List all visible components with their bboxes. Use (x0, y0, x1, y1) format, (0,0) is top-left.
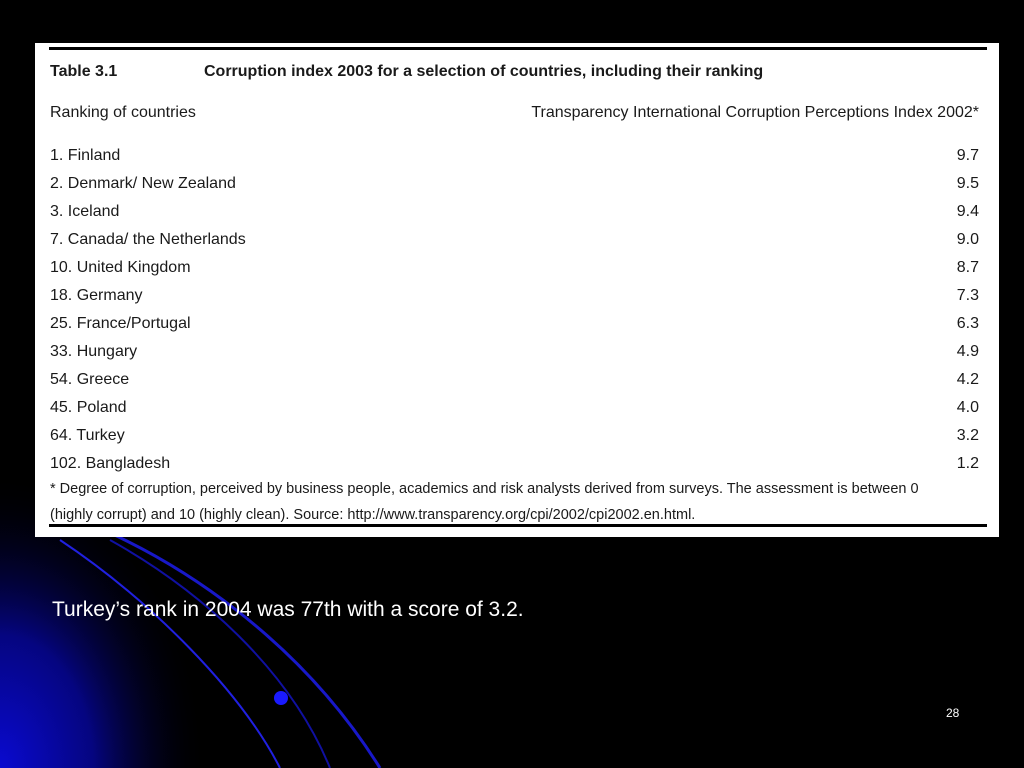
table-row-score: 8.7 (956, 259, 979, 276)
table-row-score: 6.3 (956, 315, 979, 332)
table-row-rank: 45. Poland (50, 399, 127, 416)
table-row-score: 9.4 (956, 203, 979, 220)
table-row-rank: 64. Turkey (50, 427, 125, 444)
table-row-score: 9.5 (956, 175, 979, 192)
table-row-rank: 54. Greece (50, 371, 130, 388)
table-row-rank: 10. United Kingdom (50, 259, 191, 276)
column-header-ranking: Ranking of countries (50, 104, 196, 121)
table-row-score: 9.0 (956, 231, 979, 248)
table-row-rank: 3. Iceland (50, 203, 120, 220)
decor-dot (274, 691, 288, 705)
table-row-rank: 1. Finland (50, 147, 121, 164)
table-row-score: 4.0 (956, 399, 979, 416)
table-row-rank: 102. Bangladesh (50, 455, 171, 472)
table-row-score: 9.7 (956, 147, 979, 164)
table-row-rank: 33. Hungary (50, 343, 138, 360)
table-row-rank: 2. Denmark/ New Zealand (50, 175, 236, 192)
table-caption: Corruption index 2003 for a selection of countries, including their ranking (204, 63, 764, 80)
table-row-rank: 25. France/Portugal (50, 315, 191, 332)
table-row-score: 4.2 (956, 371, 979, 388)
table-row-rank: 7. Canada/ the Netherlands (50, 231, 246, 248)
table-row-score: 3.2 (956, 427, 979, 444)
table-footnote-line-2: (highly corrupt) and 10 (highly clean). Source: http://www.transparency.org/cpi/2002/cpi2002.en.html. (50, 507, 696, 523)
table-row-score: 7.3 (956, 287, 979, 304)
slide-number: 28 (946, 706, 960, 720)
slide-caption: Turkey’s rank in 2004 was 77th with a score of 3.2. (52, 598, 524, 621)
table-bottom-rule (49, 524, 987, 527)
table-row-score: 4.9 (956, 343, 979, 360)
table-top-rule (49, 47, 987, 50)
table-row-score: 1.2 (956, 455, 979, 472)
column-header-index: Transparency International Corruption Perceptions Index 2002* (531, 104, 979, 121)
table-footnote-line-1: * Degree of corruption, perceived by business people, academics and risk analysts derived from surveys. The assessment is between 0 (50, 481, 919, 497)
table-row-rank: 18. Germany (50, 287, 143, 304)
corruption-table (35, 43, 999, 537)
table-number: Table 3.1 (50, 63, 118, 80)
